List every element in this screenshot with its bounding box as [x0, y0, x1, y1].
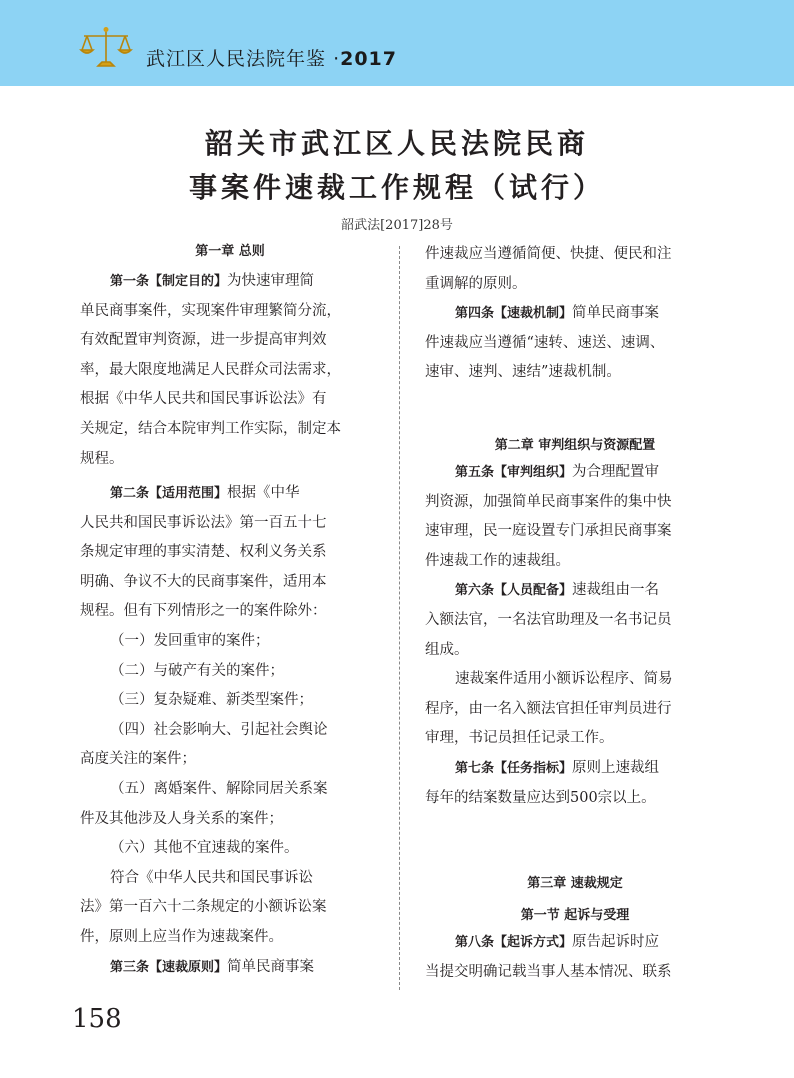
- article-3-label: 第三条【速裁原则】: [110, 959, 228, 975]
- article-2-line: 人民共和国民事诉讼法》第一百五十七: [80, 514, 327, 531]
- procedure-line: 速裁案件适用小额诉讼程序、简易: [455, 671, 673, 688]
- article-2-line: 条规定审理的事实清楚、权利义务关系: [80, 544, 327, 561]
- article-5-line: 为合理配置审: [572, 464, 660, 480]
- article-2: [80, 479, 380, 982]
- exclusion-item-6: （六）其他不宜速裁的案件。: [110, 840, 299, 857]
- column-divider: [399, 246, 400, 990]
- chapter-1-heading: 第一章 总则: [195, 244, 265, 259]
- article-6-label: 第六条【人员配备】: [455, 583, 573, 599]
- small-claims-line: 法》第一百六十二条规定的小额诉讼案: [80, 899, 327, 916]
- article-2-label: 第二条【适用范围】: [110, 486, 228, 501]
- article-6-line: 入额法官，一名法官助理及一名书记员: [425, 611, 672, 628]
- article-2-line: 明确、争议不大的民商事案件，适用本: [80, 573, 327, 590]
- article-5-line: 判资源，加强简单民商事案件的集中快: [425, 493, 672, 510]
- article-2-line: 规程。但有下列情形之一的案件除外：: [80, 603, 327, 620]
- article-8-label: 第八条【起诉方式】: [455, 935, 573, 950]
- article-1: [80, 267, 380, 474]
- article-7-line: 原则上速裁组: [572, 759, 660, 776]
- article-1-line: 有效配置审判资源，进一步提高审判效: [80, 332, 327, 349]
- exclusion-item-4-cont: 高度关注的案件；: [80, 751, 196, 768]
- article-1-line: 为快速审理简: [227, 273, 315, 289]
- article-5-label: 第五条【审判组织】: [455, 465, 573, 480]
- small-claims-line: 符合《中华人民共和国民事诉讼: [110, 869, 313, 886]
- exclusion-item-5: （五）离婚案件、解除同居关系案: [110, 780, 328, 797]
- article-1-line: 根据《中华人民共和国民事诉讼法》有: [80, 391, 327, 408]
- article-4-label: 第四条【速裁机制】: [455, 306, 573, 322]
- small-claims-line: 件，原则上应当作为速裁案件。: [80, 928, 283, 945]
- procedure-line: 程序，由一名入额法官担任审判员进行: [425, 700, 672, 717]
- exclusion-item-4: （四）社会影响大、引起社会舆论: [110, 721, 328, 738]
- article-3-line: 简单民商事案: [227, 958, 315, 975]
- article-7-label: 第七条【任务指标】: [455, 760, 573, 776]
- exclusion-item-3: （三）复杂疑难、新类型案件；: [110, 692, 313, 709]
- article-4-line: 件速裁应当遵循“速转、速送、速调、: [425, 334, 665, 351]
- article-6-line: 速裁组由一名: [572, 582, 660, 599]
- document-number: 韶武法[2017]28号: [341, 218, 453, 233]
- article-8-line: 当提交明确记载当事人基本情况、联系: [425, 963, 672, 980]
- article-3-line: 重调解的原则。: [425, 275, 527, 292]
- article-1-line: 关规定，结合本院审判工作实际，制定本: [80, 420, 341, 437]
- page-number: 158: [72, 1004, 122, 1034]
- exclusion-item-1: （一）发回重审的案件；: [110, 632, 270, 649]
- exclusion-item-5-cont: 件及其他涉及人身关系的案件；: [80, 810, 283, 827]
- article-5-line: 件速裁工作的速裁组。: [425, 552, 570, 569]
- chapter-2-body: [425, 458, 725, 813]
- yearbook-title: [146, 44, 397, 71]
- chapter-2-heading: 第二章 审判组织与资源配置: [494, 438, 656, 453]
- document-title-line-2: 事案件速裁工作规程（试行）: [188, 171, 605, 204]
- article-8: [425, 928, 725, 987]
- procedure-line: 审理，书记员担任记录工作。: [425, 730, 614, 747]
- article-2-line: 根据《中华: [227, 485, 300, 501]
- article-4-line: 简单民商事案: [572, 305, 660, 322]
- yearbook-separator: ·: [333, 48, 341, 70]
- yearbook-year: 2017: [340, 48, 397, 70]
- article-1-label: 第一条【制定目的】: [110, 274, 228, 289]
- article-4-line: 速审、速判、速结”速裁机制。: [425, 364, 621, 381]
- article-3-line: 件速裁应当遵循简便、快捷、便民和注: [425, 246, 672, 262]
- article-7-line: 每年的结案数量应达到500宗以上。: [425, 789, 656, 806]
- article-5-line: 速审理，民一庭设置专门承担民商事案: [425, 523, 672, 540]
- chapter-3-heading: 第三章 速裁规定: [527, 876, 623, 891]
- exclusion-item-2: （二）与破产有关的案件；: [110, 662, 284, 679]
- article-1-line: 规程。: [80, 450, 124, 467]
- article-1-line: 单民商事案件，实现案件审理繁简分流，: [80, 302, 341, 319]
- section-1-heading: 第一节 起诉与受理: [520, 908, 630, 923]
- article-6-line: 组成。: [425, 641, 469, 658]
- document-title-line-1: 韶关市武江区人民法院民商: [204, 127, 589, 160]
- article-1-line: 率，最大限度地满足人民群众司法需求，: [80, 361, 341, 378]
- article-8-line: 原告起诉时应: [572, 934, 660, 950]
- yearbook-name: 武江区人民法院年鉴: [146, 48, 327, 70]
- header-band: [0, 0, 794, 86]
- article-3-continued: [425, 240, 725, 388]
- scales-of-justice-icon: [78, 26, 134, 70]
